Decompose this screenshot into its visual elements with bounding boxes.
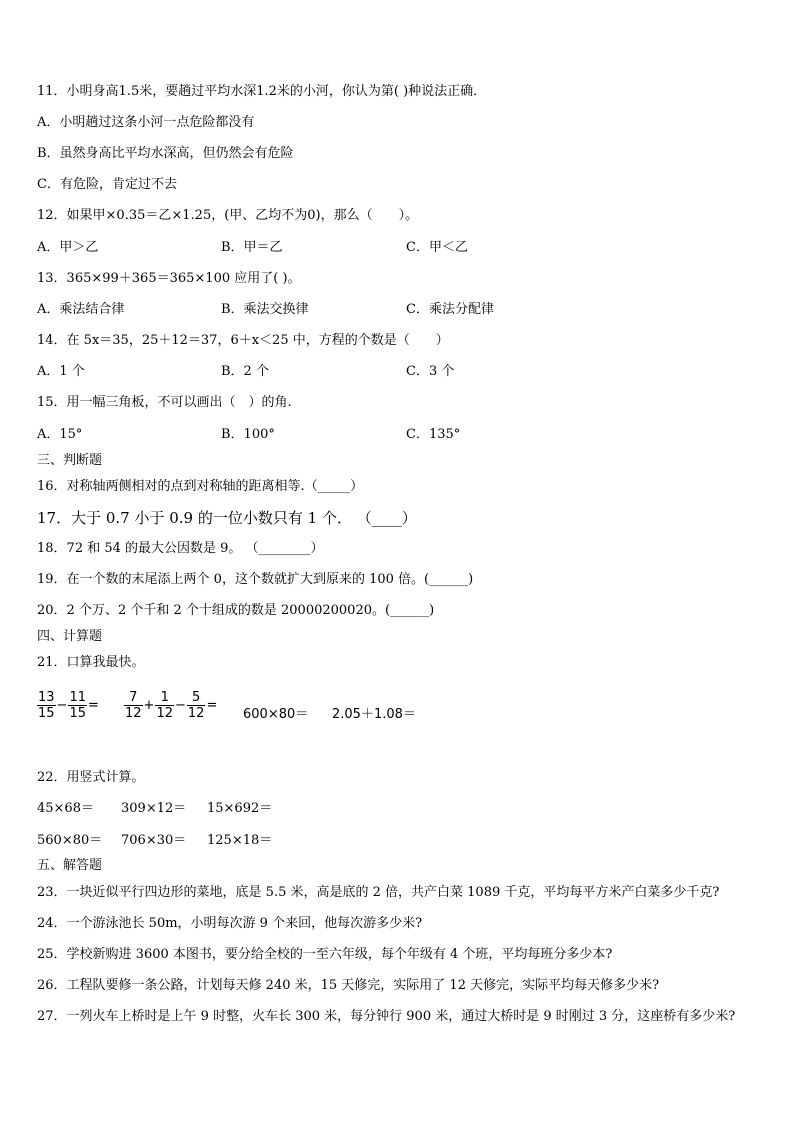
- q15-option-a: A．15°: [37, 427, 83, 442]
- question-19: 19．在一个数的末尾添上两个 0，这个数就扩大到原来的 100 倍。(______): [37, 572, 474, 587]
- question-16: 16．对称轴两侧相对的点到对称轴的距离相等.（_____）: [37, 479, 364, 494]
- question-21: 21．口算我最快。: [37, 655, 145, 670]
- fraction: $\frac{11}{15}$: [69, 690, 86, 721]
- fraction: $\frac{5}{12}$: [187, 690, 205, 721]
- question-22: 22．用竖式计算。: [37, 770, 145, 785]
- expression-2: $\frac{7}{12}$ + $\frac{1}{12}$ − $\frac{5}{12}$ =: [125, 690, 218, 721]
- section-3-heading: 三、判断题: [37, 453, 103, 468]
- section-5-heading: 五、解答题: [37, 858, 103, 873]
- fraction: $\frac{7}{12}$: [125, 690, 142, 721]
- question-18: 18．72 和 54 的最大公因数是 9。 （________）: [37, 541, 324, 556]
- q13-option-c: C．乘法分配律: [406, 302, 494, 317]
- q15-option-c: C．135°: [406, 427, 461, 442]
- q14-option-b: B．2 个: [221, 364, 269, 379]
- question-25: 25．学校新购进 3600 本图书，要分给全校的一至六年级，每个年级有 4 个班，平均每班分多少本?: [37, 947, 613, 962]
- question-12: 12．如果甲×0.35＝乙×1.25，(甲、乙均不为0)，那么（ ）。: [37, 208, 419, 223]
- question-13: 13．365×99＋365＝365×100 应用了( )。: [37, 271, 301, 286]
- question-24: 24．一个游泳池长 50m，小明每次游 9 个来回，他每次游多少米?: [37, 916, 423, 931]
- q13-option-b: B．乘法交换律: [221, 302, 309, 317]
- vertical-calc-item: 125×18＝: [207, 833, 273, 848]
- question-15: 15．用一幅三角板，不可以画出（ ）的角.: [37, 395, 292, 410]
- q14-option-c: C．3 个: [406, 364, 455, 379]
- question-11: 11．小明身高1.5米，要趟过平均水深1.2米的小河，你认为第( )种说法正确．: [37, 84, 487, 99]
- question-26: 26．工程队要修一条公路，计划每天修 240 米，15 天修完，实际用了 12 天修完，实际平均每天修多少米?: [37, 978, 660, 993]
- expression-4: 2.05＋1.08＝: [332, 707, 416, 722]
- q11-option-a: A．小明趟过这条小河一点危险都没有: [37, 115, 255, 130]
- q12-option-a: A．甲＞乙: [37, 240, 99, 255]
- vertical-calc-item: 15×692＝: [207, 801, 273, 816]
- question-27: 27．一列火车上桥时是上午 9 时整，火车长 300 米，每分钟行 900 米，通过大桥时是 9 时刚过 3 分，这座桥有多少米?: [37, 1009, 736, 1024]
- expression-3: 600×80＝: [243, 707, 309, 722]
- question-20: 20．2 个万、2 个千和 2 个十组成的数是 20000200020。(______): [37, 603, 435, 618]
- fraction: $\frac{1}{12}$: [156, 690, 173, 721]
- question-23: 23．一块近似平行四边形的菜地，底是 5.5 米，高是底的 2 倍，共产白菜 1089 千克，平均每平方米产白菜多少千克?: [37, 885, 720, 900]
- vertical-calc-item: 560×80＝: [37, 833, 103, 848]
- fraction: $\frac{13}{15}$: [38, 690, 55, 721]
- q12-option-b: B．甲＝乙: [221, 240, 283, 255]
- question-17: 17．大于 0.7 小于 0.9 的一位小数只有 1 个． （____）: [37, 509, 417, 527]
- q11-option-b: B．虽然身高比平均水深高，但仍然会有危险: [37, 146, 294, 161]
- q11-option-c: C．有危险，肯定过不去: [37, 177, 177, 192]
- q13-option-a: A．乘法结合律: [37, 302, 125, 317]
- section-4-heading: 四、计算题: [37, 629, 103, 644]
- vertical-calc-item: 45×68＝: [37, 801, 94, 816]
- question-14: 14．在 5x＝35，25＋12＝37，6＋x＜25 中，方程的个数是（ ）: [37, 333, 449, 348]
- vertical-calc-item: 706×30＝: [121, 833, 187, 848]
- vertical-calc-item: 309×12＝: [121, 801, 187, 816]
- expression-1: $\frac{13}{15}$ − $\frac{11}{15}$ =: [38, 690, 99, 721]
- q12-option-c: C．甲＜乙: [406, 240, 468, 255]
- q15-option-b: B．100°: [221, 427, 275, 442]
- q14-option-a: A．1 个: [37, 364, 85, 379]
